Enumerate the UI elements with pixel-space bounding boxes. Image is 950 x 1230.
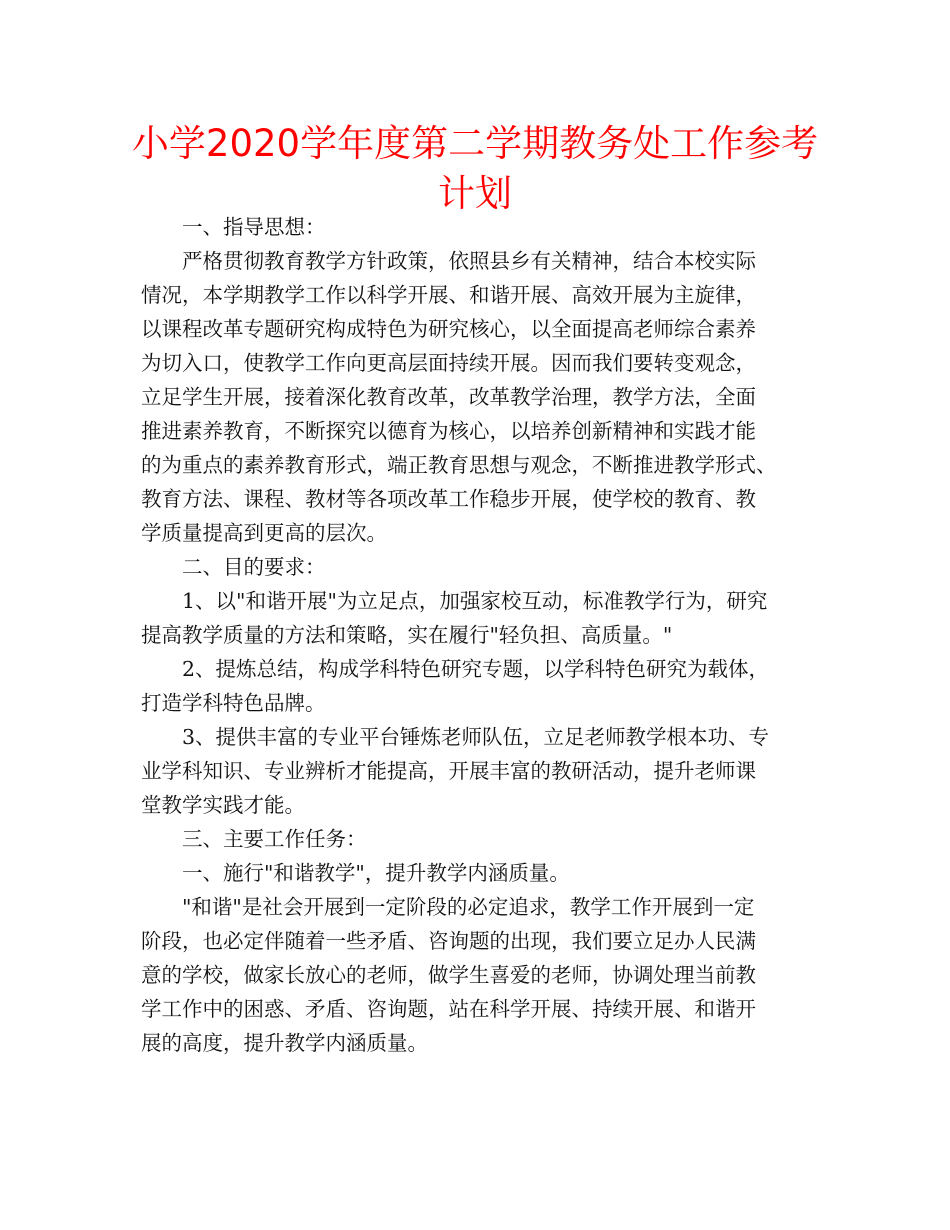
- body-line: 3、提供丰富的专业平台锤炼老师队伍，立足老师教学根本功、专: [182, 725, 770, 749]
- body-line: 1、以"和谐开展"为立足点，加强家校互动，标准教学行为，研究: [182, 589, 768, 613]
- body-line: 情况，本学期教学工作以科学开展、和谐开展、高效开展为主旋律，: [141, 283, 756, 307]
- body-line: 为切入口，使教学工作向更高层面持续开展。因而我们要转变观念，: [141, 351, 756, 375]
- body-line: 意的学校，做家长放心的老师，做学生喜爱的老师，协调处理当前教: [141, 963, 756, 987]
- body-line: 阶段，也必定伴随着一些矛盾、咨询题的出现，我们要立足办人民满: [141, 929, 756, 953]
- body-line: 2、提炼总结，构成学科特色研究专题，以学科特色研究为载体，: [182, 657, 770, 681]
- body-line: 一、施行"和谐教学"，提升教学内涵质量。: [182, 861, 570, 885]
- body-line: 以课程改革专题研究构成特色为研究核心，以全面提高老师综合素养: [141, 317, 756, 341]
- body-line: 立足学生开展，接着深化教育改革，改革教学治理，教学方法，全面: [141, 385, 756, 409]
- body-line: "和谐"是社会开展到一定阶段的必定追求，教学工作开展到一定: [182, 895, 755, 919]
- body-line: 一、指导思想：: [182, 215, 326, 239]
- body-line: 学质量提高到更高的层次。: [141, 521, 387, 545]
- document-body: [141, 210, 841, 1060]
- body-line: 严格贯彻教育教学方针政策，依照县乡有关精神，结合本校实际: [182, 249, 756, 273]
- body-line: 三、主要工作任务：: [182, 827, 367, 851]
- body-line: 展的高度，提升教学内涵质量。: [141, 1031, 428, 1055]
- body-line: 教育方法、课程、教材等各项改革工作稳步开展，使学校的教育、教: [141, 487, 756, 511]
- body-line: 业学科知识、专业辨析才能提高，开展丰富的教研活动，提升老师课: [141, 759, 756, 783]
- body-line: 提高教学质量的方法和策略，实在履行"轻负担、高质量。": [141, 623, 673, 647]
- document-title-line-2: 计划: [438, 172, 512, 215]
- document-title-line-1: 小学2020学年度第二学期教务处工作参考: [131, 122, 819, 165]
- body-line: 二、目的要求：: [182, 555, 326, 579]
- body-line: 的为重点的素养教育形式，端正教育思想与观念，不断推进教学形式、: [141, 453, 777, 477]
- body-line: 打造学科特色品牌。: [141, 691, 326, 715]
- body-line: 堂教学实践才能。: [141, 793, 305, 817]
- body-line: 推进素养教育，不断探究以德育为核心，以培养创新精神和实践才能: [141, 419, 756, 443]
- body-line: 学工作中的困惑、矛盾、咨询题，站在科学开展、持续开展、和谐开: [141, 997, 756, 1021]
